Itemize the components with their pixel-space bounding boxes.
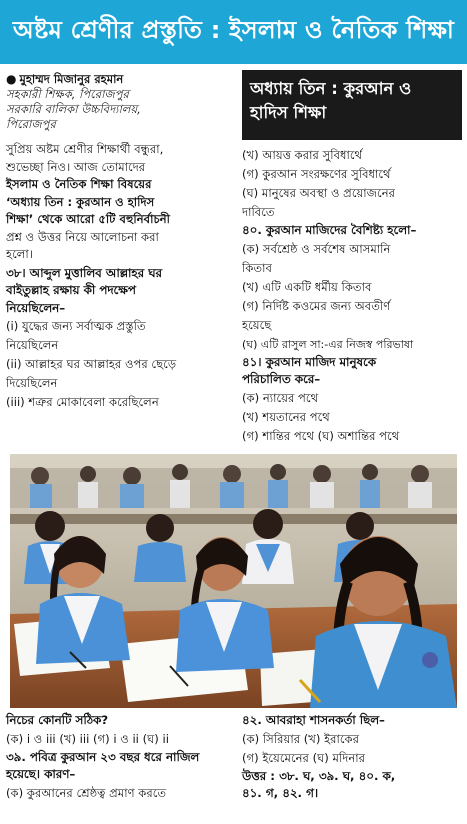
option-line: (গ) নির্দিষ্ট কওমের জন্য অবতীর্ণ (242, 298, 391, 313)
option-line: দাবিতে (242, 205, 275, 219)
left-column (6, 72, 234, 412)
option-line: (গ) কুরআন সংরক্ষণের সুবিধার্থে (242, 167, 391, 181)
option-line: (iii) শত্রুর মোকাবেলা করেছিলেন (6, 395, 159, 409)
question-41-options (242, 389, 462, 446)
answers-line: ৩৮. ঘ, ৩৯. ঘ, ৪০. ক, (279, 768, 396, 783)
answers-label: উত্তর : (242, 768, 275, 783)
question-39 (6, 749, 234, 784)
option-line: (i) যুদ্ধের জন্য সর্বাত্মক প্রস্তুতি (6, 319, 146, 333)
question-38-options (6, 317, 234, 412)
author-name: ● মুহাম্মদ মিজানুর রহমান (6, 72, 124, 86)
page-title: অষ্টম শ্রেণীর প্রস্তুতি : ইসলাম ও নৈতিক শিক্ষা (12, 16, 455, 44)
intro-line: শুভেচ্ছা নিও। আজ তোমাদের (6, 159, 146, 174)
option-line: কিতাব (242, 260, 272, 275)
intro-line: ‘অধ্যায় তিন : কুরআন ও হাদিস (6, 194, 155, 209)
question-line: ৪১। কুরআন মাজিদ মানুষকে (242, 354, 377, 369)
intro-line: সুপ্রিয় অষ্টম শ্রেণীর শিক্ষার্থী বন্ধুরা, (6, 142, 164, 156)
option-line: (ক) সিরিয়ার (খ) ইরাকের (242, 731, 360, 746)
bullet-icon: ● (6, 72, 17, 86)
right-column (242, 70, 462, 446)
question-line: পরিচালিত করে– (242, 372, 321, 386)
option-line: দিয়েছিলেন (6, 376, 58, 390)
option-line: (ঘ) মানুষের অবস্থা ও প্রয়োজনের (242, 186, 395, 200)
question-39-options-continued (242, 146, 462, 222)
question-38-choices: (ক) i ও iii (খ) iii (গ) i ও ii (ঘ) ii (6, 731, 169, 746)
intro-paragraph (6, 141, 234, 264)
question-40: ৪০. কুরআন মাজিদের বৈশিষ্ট্য হলো– (242, 223, 417, 237)
author-role (6, 87, 234, 132)
option-line: (গ) শান্তির পথে (ঘ) অশান্তির পথে (242, 428, 400, 443)
answers-line: ৪১. গ, ৪২. গ। (242, 786, 319, 800)
question-line: ৩৮। আব্দুল মুত্তালিব আল্লাহর ঘর (6, 265, 162, 280)
intro-line: হলো। (6, 247, 33, 261)
option-line: (গ) ইয়েমেনের (ঘ) মদিনার (242, 750, 365, 765)
question-42: ৪২. আবরাহা শাসনকর্তা ছিল– (242, 713, 385, 727)
option-line: (খ) এটি একটি ধর্মীয় কিতাব (242, 279, 372, 294)
option-line: (খ) শয়তানের পথে (242, 409, 330, 424)
page-header (0, 0, 467, 64)
bottom-left-column (6, 712, 234, 803)
author-role-line: সহকারী শিক্ষক, পিরোজপুর (6, 87, 129, 101)
author-role-line: সরকারি বালিকা উচ্চবিদ্যালয়, (6, 102, 141, 116)
author-role-line: পিরোজপুর (6, 117, 56, 131)
question-40-options (242, 240, 462, 354)
intro-line: ইসলাম ও নৈতিক শিক্ষা বিষয়ের (6, 177, 152, 191)
question-41 (242, 354, 462, 389)
question-line: নিয়েছিলেন– (6, 300, 66, 315)
option-line: (ক) ন্যায়ের পথে (242, 390, 319, 405)
option-line: (ii) আল্লাহর ঘর আল্লাহর ওপর ছেড়ে (6, 357, 177, 371)
bottom-right-column (242, 712, 462, 803)
question-line: বাইতুল্লাহ রক্ষায় কী পদক্ষেপ (6, 283, 136, 297)
intro-line: শিক্ষা’ থেকে আরো ৫টি বহুনির্বাচনী (6, 212, 170, 226)
option-line: (ক) কুরআনের শ্রেষ্ঠত্ব প্রমাণ করতে (6, 785, 167, 800)
students-exam-photo (10, 454, 457, 708)
answers-block (242, 768, 462, 786)
chapter-title: অধ্যায় তিন : কুরআন ও হাদিস শিক্ষা (250, 79, 412, 122)
option-line: (ঘ) এটি রাসুল সা:-এর নিজস্ব পরিভাষা (242, 337, 414, 351)
question-line: হয়েছে। কারণ– (6, 767, 76, 781)
question-38 (6, 265, 234, 318)
option-line: হয়েছে (242, 317, 272, 332)
intro-line: প্রশ্ন ও উত্তর নিয়ে আলোচনা করা (6, 229, 159, 244)
question-line: ৩৯. পবিত্র কুরআন ২৩ বছর ধরে নাজিল (6, 749, 200, 764)
chapter-title-box (242, 70, 462, 140)
option-line: (ক) সর্বশ্রেষ্ঠ ও সর্বশেষ আসমানি (242, 241, 391, 256)
option-line: নিয়েছিলেন (6, 338, 59, 352)
option-line: (খ) আয়ত্ত করার সুবিধার্থে (242, 148, 363, 162)
which-correct-line: নিচের কোনটি সঠিক? (6, 713, 109, 727)
